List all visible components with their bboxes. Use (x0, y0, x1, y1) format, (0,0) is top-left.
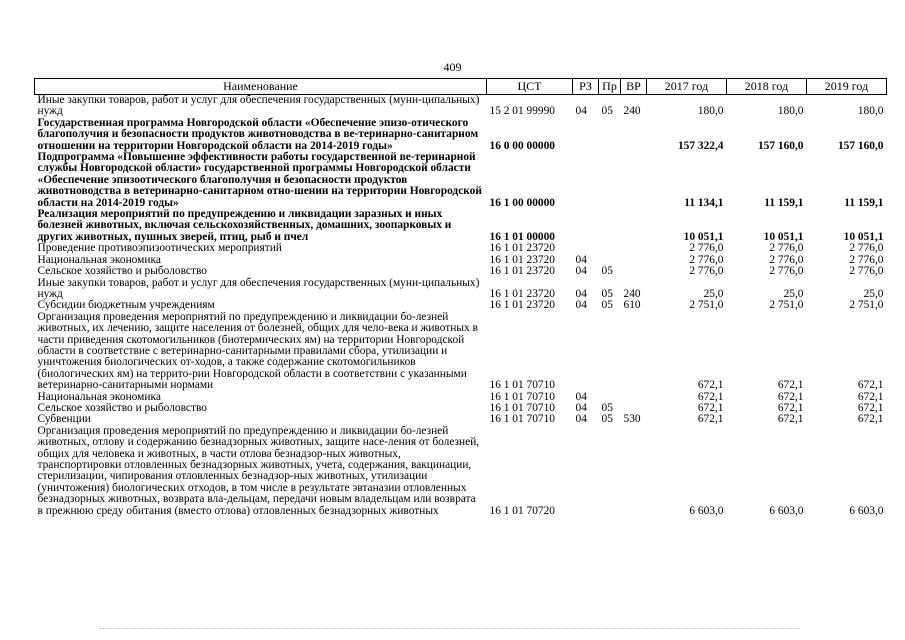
cell-name: Подпрограмма «Повышение эффективности работы государственной ве-теринарной службы Новгородской области» государственной программы Новгородской области «Обеспечение эпизоотического благополучия и безопасности продуктов животноводства в ветеринарно-санитарном отно-шении на территории Новгородской области на 2014-2019 годы» (37, 151, 482, 209)
cell-y2019: 2 776,0 (849, 265, 884, 278)
cell-y2019: 2 751,0 (849, 299, 884, 312)
cell-pr: 05 (601, 413, 613, 426)
cell-vr: 610 (623, 299, 641, 312)
cell-y2019: 672,1 (857, 413, 884, 426)
cell-vr (621, 243, 647, 254)
cell-cst: 16 1 01 23720 (489, 253, 555, 266)
cell-name: Национальная экономика (37, 390, 161, 403)
cell-cst: 16 1 01 70720 (489, 504, 555, 517)
table-row (35, 300, 887, 311)
header-cst: ЦСТ (487, 79, 573, 95)
cell-rz (573, 243, 599, 254)
cell-rz (573, 312, 599, 392)
table-body (35, 95, 887, 518)
cell-cst: 15 2 01 99990 (489, 105, 555, 118)
cell-rz: 04 (575, 265, 587, 278)
cell-pr (599, 209, 621, 243)
cell-y2019: 10 051,1 (843, 230, 884, 243)
cell-rz: 04 (575, 287, 587, 300)
cell-cst: 16 1 01 70710 (489, 379, 555, 392)
cell-y2018: 10 051,1 (763, 230, 804, 243)
cell-cst: 16 1 01 23720 (489, 242, 555, 255)
cell-y2018: 2 776,0 (769, 265, 804, 278)
cell-y2017: 180,0 (697, 105, 724, 118)
table-row (35, 266, 887, 277)
cell-y2018: 2 776,0 (769, 242, 804, 255)
table-row (35, 209, 887, 243)
cell-y2018: 11 159,1 (764, 196, 804, 209)
cell-cst: 16 1 01 23720 (489, 287, 555, 300)
cell-y2019: 11 159,1 (844, 196, 884, 209)
cell-y2018: 672,1 (777, 401, 804, 414)
cell-name: Иные закупки товаров, работ и услуг для обеспечения государственных (муни-ципальных) нужд (37, 276, 480, 300)
cell-y2017: 672,1 (697, 401, 724, 414)
cell-y2017: 6 603,0 (689, 504, 724, 517)
cell-cst: 16 1 01 23720 (489, 265, 555, 278)
cell-name: Проведение противоэпизоотических мероприятий (37, 242, 282, 255)
cell-rz: 04 (575, 413, 587, 426)
cell-y2017: 157 322,4 (677, 139, 724, 152)
cell-vr (621, 312, 647, 392)
cell-pr (599, 243, 621, 254)
header-pr: Пр (599, 79, 621, 95)
header-2017: 2017 год (647, 79, 727, 95)
cell-vr (621, 392, 647, 403)
cell-y2019: 672,1 (857, 379, 884, 392)
header-name: Наименование (35, 79, 487, 95)
table-row (35, 278, 887, 301)
cell-y2019: 672,1 (857, 401, 884, 414)
cell-name: Сельское хозяйство и рыболовство (37, 401, 207, 414)
cell-vr (621, 209, 647, 243)
table-row (35, 95, 887, 118)
cell-y2017: 672,1 (697, 379, 724, 392)
cell-y2017: 25,0 (703, 287, 724, 300)
page-number: 409 (443, 60, 462, 74)
table-row (35, 243, 887, 254)
cell-y2018: 157 160,0 (757, 139, 804, 152)
cell-pr: 05 (601, 401, 613, 414)
cell-cst: 16 1 00 00000 (489, 196, 555, 209)
cell-name: Организация проведения мероприятий по предупреждению и ликвидации бо-лезней животных, их лечению, защите населения от болезней, общих для чело-века и животных в части приведения скотомогильников (биотермических ям) на территории Новгородской области в соответствие с ветеринарно-санитарными правилами сбора, утилизации и уничтожения биологических от-ходов, а также содержание скотомогильников (биологических ям) на террито-рии Новгородской области в соответствии с указанными ветеринарно-санитарными нормами (37, 310, 478, 392)
cell-name: Организация проведения мероприятий по предупреждению и ликвидации бо-лезней животных, отлову и содержанию безнадзорных животных, защите насе-ления от болезней, общих для человека и животных, в части отлова безнадзор-ных животных, транспортировки отловленных безнадзорных животных, учета, содержания, вакцинации, стерилизации, чипирования отловленных безнадзор-ных животных, утилизации (уничтожения) биологических отходов, в том числе в результате эвтаназии отловленных безнадзорных животных, возврата вла-дельцам, передачи новым владельцам или возврата в прежнюю среду обитания (вместо отлова) отловленных безнадзорных животных (37, 424, 480, 517)
cell-rz: 04 (575, 105, 587, 118)
cell-cst: 16 1 01 70710 (489, 413, 555, 426)
cell-vr: 530 (623, 413, 641, 426)
cell-cst: 16 1 01 70710 (489, 401, 555, 414)
cell-y2019: 2 776,0 (849, 253, 884, 266)
table-row (35, 426, 887, 517)
cell-pr: 05 (601, 299, 613, 312)
cell-y2017: 2 776,0 (689, 242, 724, 255)
cell-y2017: 672,1 (697, 413, 724, 426)
cell-rz (573, 209, 599, 243)
cell-vr (621, 266, 647, 277)
cell-name: Государственная программа Новгородской области «Обеспечение эпизо-отического благополучия и безопасности продуктов животноводства в ве-теринарно-санитарном отношении на территории Новгородской области на 2014-2019 годы» (37, 116, 479, 152)
cell-cst: 16 1 01 23720 (489, 299, 555, 312)
budget-table (34, 78, 887, 517)
cell-rz: 04 (575, 401, 587, 414)
table-row (35, 152, 887, 209)
cell-y2019: 180,0 (857, 105, 884, 118)
cell-y2017: 11 134,1 (684, 196, 724, 209)
cell-pr: 05 (601, 287, 613, 300)
cell-name: Субвенции (37, 413, 91, 426)
cell-y2018: 180,0 (777, 105, 804, 118)
cell-y2017: 10 051,1 (683, 230, 724, 243)
cell-y2019: 157 160,0 (837, 139, 884, 152)
cell-y2019: 25,0 (863, 287, 884, 300)
cell-name: Сельское хозяйство и рыболовство (37, 265, 207, 278)
cell-cst: 16 1 01 00000 (489, 230, 555, 243)
cell-y2019: 672,1 (857, 390, 884, 403)
table-row (35, 118, 887, 152)
cell-rz (573, 152, 599, 209)
cell-rz (573, 426, 599, 517)
cell-cst: 16 0 00 00000 (489, 139, 555, 152)
cell-name: Реализация мероприятий по предупреждению и ликвидации заразных и иных болезней животных, включая сельскохозяйственных, домашних, зоопарковых и других животных, пушных зверей, птиц, рыб и пчел (37, 208, 452, 243)
header-2019: 2019 год (807, 79, 887, 95)
cell-y2017: 672,1 (697, 390, 724, 403)
cell-y2017: 2 776,0 (689, 253, 724, 266)
cell-pr: 05 (601, 105, 613, 118)
cell-y2019: 2 776,0 (849, 242, 884, 255)
cell-y2018: 2 776,0 (769, 253, 804, 266)
header-vr: ВР (621, 79, 647, 95)
cell-pr (599, 312, 621, 392)
cell-name: Национальная экономика (37, 253, 161, 266)
cell-vr: 240 (623, 287, 641, 300)
cell-y2018: 2 751,0 (769, 299, 804, 312)
cell-y2018: 672,1 (777, 413, 804, 426)
table-row (35, 312, 887, 392)
page-edge-artifact (100, 628, 800, 633)
cell-pr (599, 152, 621, 209)
cell-name: Иные закупки товаров, работ и услуг для обеспечения государственных (муни-ципальных) нужд (37, 94, 480, 118)
cell-vr (621, 426, 647, 517)
cell-y2018: 672,1 (777, 379, 804, 392)
cell-vr (621, 255, 647, 266)
cell-rz (573, 118, 599, 152)
cell-rz: 04 (575, 253, 587, 266)
cell-pr: 05 (601, 265, 613, 278)
cell-pr (599, 118, 621, 152)
cell-y2017: 2 751,0 (689, 299, 724, 312)
cell-y2018: 6 603,0 (769, 504, 804, 517)
cell-rz: 04 (575, 390, 587, 403)
table-row (35, 403, 887, 414)
cell-pr (599, 426, 621, 517)
cell-vr (621, 152, 647, 209)
cell-y2018: 25,0 (783, 287, 804, 300)
cell-y2017: 2 776,0 (689, 265, 724, 278)
header-2018: 2018 год (727, 79, 807, 95)
cell-y2018: 672,1 (777, 390, 804, 403)
cell-y2019: 6 603,0 (849, 504, 884, 517)
cell-name: Субсидии бюджетным учреждениям (37, 299, 215, 312)
cell-cst: 16 1 01 70710 (489, 390, 555, 403)
cell-vr: 240 (623, 105, 641, 118)
table-header-row (35, 79, 887, 95)
cell-vr (621, 118, 647, 152)
header-rz: РЗ (573, 79, 599, 95)
cell-rz: 04 (575, 299, 587, 312)
